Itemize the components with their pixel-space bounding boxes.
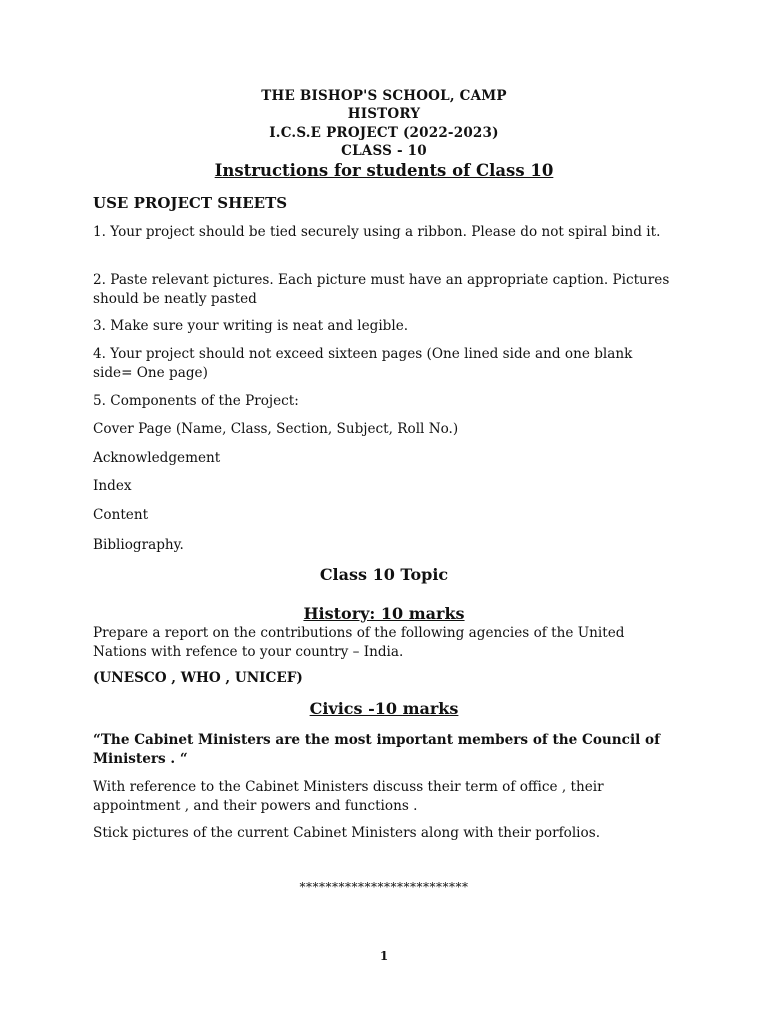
page-title: Instructions for students of Class 10 [214, 161, 554, 180]
use-sheets-heading: USE PROJECT SHEETS [93, 194, 288, 212]
component-acknowledgement: Acknowledgement [93, 450, 221, 466]
instruction-1: 1. Your project should be tied securely using a ribbon. Please do not spiral bind it. [93, 224, 661, 240]
instruction-3: 3. Make sure your writing is neat and legible. [93, 318, 409, 334]
page-number: 1 [379, 949, 389, 963]
separator-stars: ************************** [299, 880, 469, 894]
subject-name: HISTORY [347, 106, 421, 122]
component-content: Content [93, 507, 149, 523]
instruction-2: 2. Paste relevant pictures. Each picture must have an appropriate caption. Pictures should be neatly pasted [93, 272, 670, 307]
component-index: Index [93, 478, 132, 494]
school-name: THE BISHOP'S SCHOOL, CAMP [261, 88, 507, 104]
history-text: Prepare a report on the contributions of the following agencies of the United Nations with refence to your country – India. [93, 625, 625, 660]
instruction-4: 4. Your project should not exceed sixteen pages (One lined side and one blank side= One page) [93, 346, 633, 381]
civics-text-1: With reference to the Cabinet Ministers discuss their term of office , their appointment , and their powers and functions . [93, 779, 604, 814]
topic-heading: Class 10 Topic [319, 565, 449, 584]
instruction-5: 5. Components of the Project: [93, 393, 299, 409]
class-label: CLASS - 10 [341, 143, 427, 159]
project-title: I.C.S.E PROJECT (2022-2023) [269, 125, 499, 141]
civics-quote: “The Cabinet Ministers are the most important members of the Council of Ministers . “ [93, 732, 660, 767]
civics-text-2: Stick pictures of the current Cabinet Ministers along with their porfolios. [93, 825, 601, 841]
civics-heading: Civics -10 marks [309, 699, 459, 718]
history-agencies: (UNESCO , WHO , UNICEF) [93, 670, 303, 686]
component-bibliography: Bibliography. [93, 537, 184, 553]
history-heading: History: 10 marks [303, 604, 465, 623]
component-cover-page: Cover Page (Name, Class, Section, Subject, Roll No.) [93, 421, 459, 437]
